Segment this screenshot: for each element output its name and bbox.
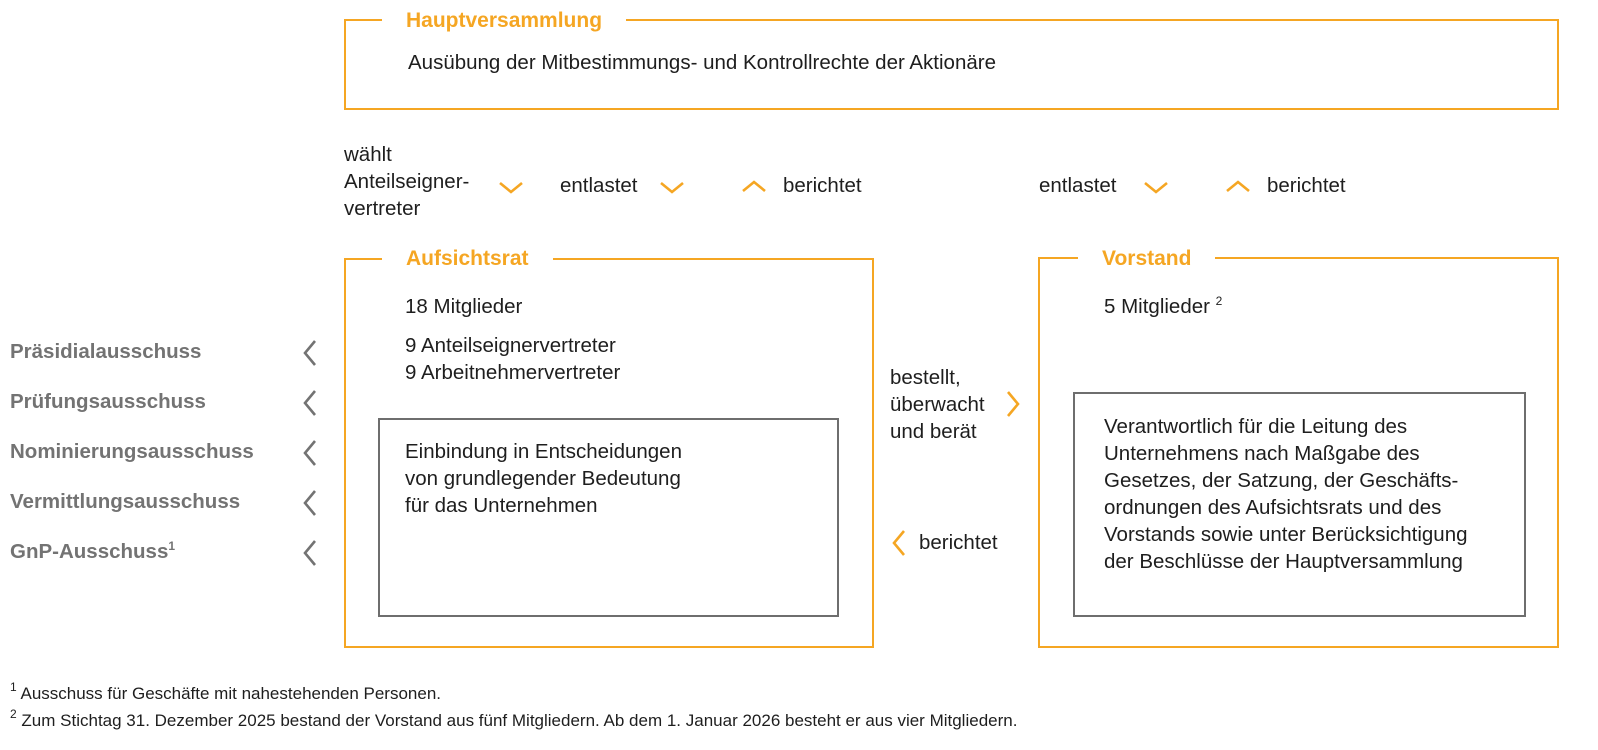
committee-vermittlungsausschuss: Vermittlungsausschuss <box>10 490 241 513</box>
berichtet-vorstand-aufsichtsrat-label: berichtet <box>919 531 998 554</box>
chevron-up-icon <box>1225 179 1251 193</box>
vorstand-title: Vorstand <box>1078 247 1215 271</box>
committee-pruefungsausschuss: Prüfungsausschuss <box>10 390 206 413</box>
chevron-left-icon <box>302 539 318 567</box>
aufsichtsrat-title: Aufsichtsrat <box>382 247 553 271</box>
hauptversammlung-description: Ausübung der Mitbestimmungs- und Kontrollrechte der Aktionäre <box>408 51 996 74</box>
chevron-left-icon <box>302 339 318 367</box>
chevron-down-icon <box>498 181 524 195</box>
committee-nominierungsausschuss: Nominierungsausschuss <box>10 440 254 463</box>
chevron-down-icon <box>1143 181 1169 195</box>
chevron-down-icon <box>659 181 685 195</box>
berichtet-aufsichtsrat-label: berichtet <box>783 174 862 197</box>
footnote-2: $^2$ Zum Stichtag 31. Dezember 2025 bestand der Vorstand aus fünf Mitgliedern. Ab dem 1. Januar 2026 besteht er aus vier Mitgliedern. <box>10 707 1018 730</box>
waehlt-label: wählt Anteilseigner- vertreter <box>344 143 470 220</box>
committee-gnp-ausschuss: GnP-Ausschuss$^1$ <box>10 539 176 563</box>
bestellt-label: bestellt, überwacht und berät <box>890 366 985 443</box>
committee-praesidialausschuss: Präsidialausschuss <box>10 340 202 363</box>
chevron-left-icon <box>302 489 318 517</box>
vorstand-members: 5 Mitglieder $^2$ <box>1104 294 1223 318</box>
vorstand-role: Verantwortlich für die Leitung des Unternehmens nach Maßgabe des Gesetzes, der Satzung, der Geschäfts- ordnungen des Aufsichtsrats und des Vorstands sowie unter Berücksichtigung der Beschlüsse der Hauptversammlung <box>1104 415 1468 573</box>
hauptversammlung-title: Hauptversammlung <box>382 9 626 33</box>
entlastet-vorstand-label: entlastet <box>1039 174 1117 197</box>
chevron-left-icon <box>302 439 318 467</box>
berichtet-vorstand-label: berichtet <box>1267 174 1346 197</box>
aufsichtsrat-composition: 9 Anteilseignervertreter 9 Arbeitnehmervertreter <box>405 334 621 384</box>
chevron-left-icon <box>891 529 907 557</box>
chevron-up-icon <box>741 179 767 193</box>
entlastet-aufsichtsrat-label: entlastet <box>560 174 638 197</box>
aufsichtsrat-role: Einbindung in Entscheidungen von grundlegender Bedeutung für das Unternehmen <box>405 440 682 517</box>
footnote-marker: 2 <box>1215 294 1223 308</box>
footnote-1: $^1$ Ausschuss für Geschäfte mit nahestehenden Personen. <box>10 680 442 703</box>
aufsichtsrat-members: 18 Mitglieder <box>405 295 523 318</box>
chevron-left-icon <box>302 389 318 417</box>
footnote-marker: 1 <box>168 539 176 553</box>
chevron-right-icon <box>1005 390 1021 418</box>
